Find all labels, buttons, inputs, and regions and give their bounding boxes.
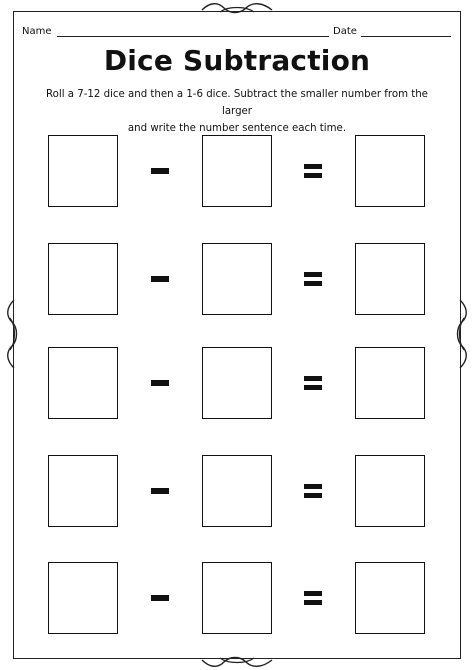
instructions-line-1: Roll a 7-12 dice and then a 1-6 dice. Subtract the smaller number from the larger: [46, 89, 428, 117]
equals-sign-icon: [304, 591, 322, 605]
equals-sign-icon: [304, 484, 322, 498]
right-squiggle-icon: [452, 298, 472, 370]
subtrahend-box[interactable]: [202, 243, 272, 315]
name-label: Name: [22, 26, 52, 37]
top-squiggle-icon: [200, 0, 274, 16]
subtrahend-box[interactable]: [202, 562, 272, 634]
name-field[interactable]: [57, 36, 329, 37]
bottom-squiggle-icon: [200, 654, 274, 670]
minus-sign-icon: [151, 168, 169, 174]
difference-box[interactable]: [355, 243, 425, 315]
minus-sign-icon: [151, 380, 169, 386]
equals-sign-icon: [304, 376, 322, 390]
date-label: Date: [333, 26, 357, 37]
name-date-line: [22, 24, 452, 40]
minus-sign-icon: [151, 276, 169, 282]
subtrahend-box[interactable]: [202, 455, 272, 527]
minuend-box[interactable]: [48, 455, 118, 527]
left-squiggle-icon: [2, 298, 22, 370]
instructions: [40, 86, 434, 137]
instructions-line-2: and write the number sentence each time.: [127, 123, 347, 134]
minuend-box[interactable]: [48, 135, 118, 207]
minuend-box[interactable]: [48, 243, 118, 315]
difference-box[interactable]: [355, 135, 425, 207]
minuend-box[interactable]: [48, 347, 118, 419]
minus-sign-icon: [151, 595, 169, 601]
difference-box[interactable]: [355, 562, 425, 634]
minuend-box[interactable]: [48, 562, 118, 634]
minus-sign-icon: [151, 488, 169, 494]
equals-sign-icon: [304, 272, 322, 286]
date-field[interactable]: [361, 36, 451, 37]
page-title: Dice Subtraction: [103, 44, 371, 77]
equals-sign-icon: [304, 164, 322, 178]
difference-box[interactable]: [355, 455, 425, 527]
subtrahend-box[interactable]: [202, 135, 272, 207]
subtrahend-box[interactable]: [202, 347, 272, 419]
difference-box[interactable]: [355, 347, 425, 419]
